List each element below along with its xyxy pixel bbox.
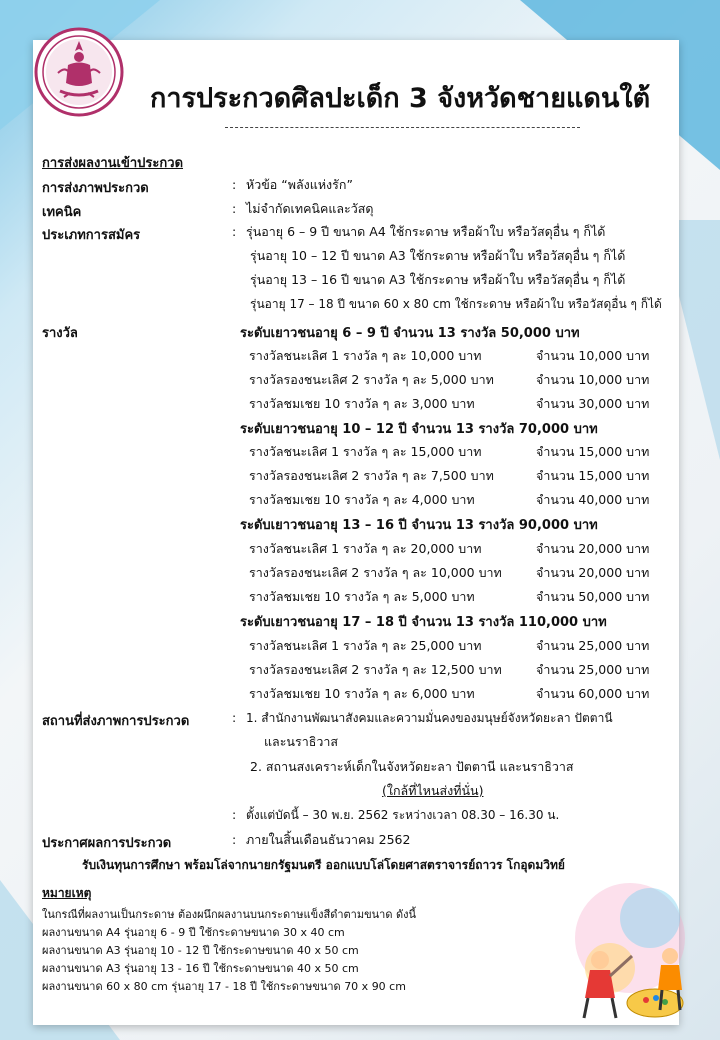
prize-total: จำนวน 25,000 บาท [536, 662, 650, 677]
prize-total: จำนวน 10,000 บาท [536, 348, 650, 363]
prize-total: จำนวน 15,000 บาท [536, 468, 650, 483]
category-item: รุ่นอายุ 6 – 9 ปี ขนาด A4 ใช้กระดาษ หรือผ้าใบ หรือวัสดุอื่น ๆ ก็ได้ [246, 224, 606, 239]
category-item: รุ่นอายุ 17 – 18 ปี ขนาด 60 x 80 cm ใช้กระดาษ หรือผ้าใบ หรือวัสดุอื่น ๆ ก็ได้ [250, 297, 662, 311]
category-item: รุ่นอายุ 10 – 12 ปี ขนาด A3 ใช้กระดาษ หรือผ้าใบ หรือวัสดุอื่น ๆ ก็ได้ [250, 248, 626, 263]
note-line: ผลงานขนาด A4 รุ่นอายุ 6 - 9 ปี ใช้กระดาษขนาด 30 x 40 cm [42, 926, 345, 939]
prize-total: จำนวน 15,000 บาท [536, 444, 650, 459]
venue-label: สถานที่ส่งภาพการประกวด [42, 714, 190, 729]
prize-row: รางวัลชมเชย 10 รางวัล ๆ ละ 3,000 บาท [249, 396, 475, 411]
page-title: การประกวดศิลปะเด็ก 3 จังหวัดชายแดนใต้ [150, 83, 651, 114]
title-divider [225, 127, 580, 128]
prize-tier-heading: ระดับเยาวชนอายุ 10 – 12 ปี จำนวน 13 รางวัล 70,000 บาท [240, 422, 598, 437]
emblem-logo [34, 27, 124, 117]
kids-painting-illustration [560, 868, 690, 1028]
submit-label: การส่งภาพประกวด [42, 181, 149, 196]
technique-label: เทคนิค [42, 205, 82, 220]
prize-total: จำนวน 30,000 บาท [536, 396, 650, 411]
notes-header: หมายเหตุ [42, 886, 92, 900]
note-line: ในกรณีที่ผลงานเป็นกระดาษ ต้องผนึกผลงานบนกระดาษแข็งสีดำตามขนาด ดังนี้ [42, 908, 416, 921]
prize-row: รางวัลชมเชย 10 รางวัล ๆ ละ 4,000 บาท [249, 492, 475, 507]
venue-period: ตั้งแต่บัดนี้ – 30 พ.ย. 2562 ระหว่างเวลา 08.30 – 16.30 น. [246, 808, 560, 822]
prize-tier-heading: ระดับเยาวชนอายุ 6 – 9 ปี จำนวน 13 รางวัล 50,000 บาท [240, 326, 580, 341]
prize-tier-heading: ระดับเยาวชนอายุ 17 – 18 ปี จำนวน 13 รางวัล 110,000 บาท [240, 615, 607, 630]
prize-row: รางวัลชนะเลิศ 1 รางวัล ๆ ละ 20,000 บาท [249, 541, 482, 556]
note-line: ผลงานขนาด 60 x 80 cm รุ่นอายุ 17 - 18 ปี ใช้กระดาษขนาด 70 x 90 cm [42, 980, 406, 993]
announce-value: ภายในสิ้นเดือนธันวาคม 2562 [246, 832, 411, 847]
scholarship-line: รับเงินทุนการศึกษา พร้อมโล่จากนายกรัฐมนตรี ออกแบบโล่โดยศาสตราจารย์ถาวร โกอุดมวิทย์ [82, 858, 565, 872]
colon: : [232, 177, 237, 192]
category-item: รุ่นอายุ 13 – 16 ปี ขนาด A3 ใช้กระดาษ หรือผ้าใบ หรือวัสดุอื่น ๆ ก็ได้ [250, 272, 626, 287]
colon: : [232, 224, 237, 239]
colon: : [232, 807, 237, 822]
prize-row: รางวัลชนะเลิศ 1 รางวัล ๆ ละ 15,000 บาท [249, 444, 482, 459]
note-line: ผลงานขนาด A3 รุ่นอายุ 13 - 16 ปี ใช้กระดาษขนาด 40 x 50 cm [42, 962, 359, 975]
section-header: การส่งผลงานเข้าประกวด [42, 156, 184, 171]
prize-row: รางวัลชนะเลิศ 1 รางวัล ๆ ละ 10,000 บาท [249, 348, 482, 363]
prize-total: จำนวน 20,000 บาท [536, 565, 650, 580]
prize-row: รางวัลรองชนะเลิศ 2 รางวัล ๆ ละ 12,500 บาท [249, 662, 502, 677]
submit-value: หัวข้อ “พลังแห่งรัก” [246, 177, 353, 192]
prize-total: จำนวน 60,000 บาท [536, 686, 650, 701]
prize-row: รางวัลรองชนะเลิศ 2 รางวัล ๆ ละ 10,000 บาท [249, 565, 502, 580]
prize-total: จำนวน 50,000 บาท [536, 589, 650, 604]
prizes-label: รางวัล [42, 326, 78, 341]
prize-row: รางวัลรองชนะเลิศ 2 รางวัล ๆ ละ 5,000 บาท [249, 372, 494, 387]
venue-line: และนราธิวาส [264, 734, 339, 749]
prize-total: จำนวน 25,000 บาท [536, 638, 650, 653]
prize-total: จำนวน 40,000 บาท [536, 492, 650, 507]
prize-row: รางวัลชนะเลิศ 1 รางวัล ๆ ละ 25,000 บาท [249, 638, 482, 653]
technique-value: ไม่จำกัดเทคนิคและวัสดุ [246, 201, 374, 216]
venue-line: 2. สถานสงเคราะห์เด็กในจังหวัดยะลา ปัตตานี และนราธิวาส [250, 759, 574, 774]
prize-total: จำนวน 10,000 บาท [536, 372, 650, 387]
colon: : [232, 201, 237, 216]
prize-tier-heading: ระดับเยาวชนอายุ 13 – 16 ปี จำนวน 13 รางวัล 90,000 บาท [240, 518, 598, 533]
colon: : [232, 832, 237, 847]
prize-row: รางวัลชมเชย 10 รางวัล ๆ ละ 6,000 บาท [249, 686, 475, 701]
category-label: ประเภทการสมัคร [42, 228, 141, 243]
venue-line: 1. สำนักงานพัฒนาสังคมและความมั่นคงของมนุษย์จังหวัดยะลา ปัตตานี [246, 711, 613, 725]
prize-row: รางวัลรองชนะเลิศ 2 รางวัล ๆ ละ 7,500 บาท [249, 468, 494, 483]
prize-row: รางวัลชมเชย 10 รางวัล ๆ ละ 5,000 บาท [249, 589, 475, 604]
note-line: ผลงานขนาด A3 รุ่นอายุ 10 - 12 ปี ใช้กระดาษขนาด 40 x 50 cm [42, 944, 359, 957]
prize-total: จำนวน 20,000 บาท [536, 541, 650, 556]
announce-label: ประกาศผลการประกวด [42, 836, 172, 851]
venue-nearest: (ใกล้ที่ไหนส่งที่นั่น) [382, 783, 484, 798]
colon: : [232, 710, 237, 725]
